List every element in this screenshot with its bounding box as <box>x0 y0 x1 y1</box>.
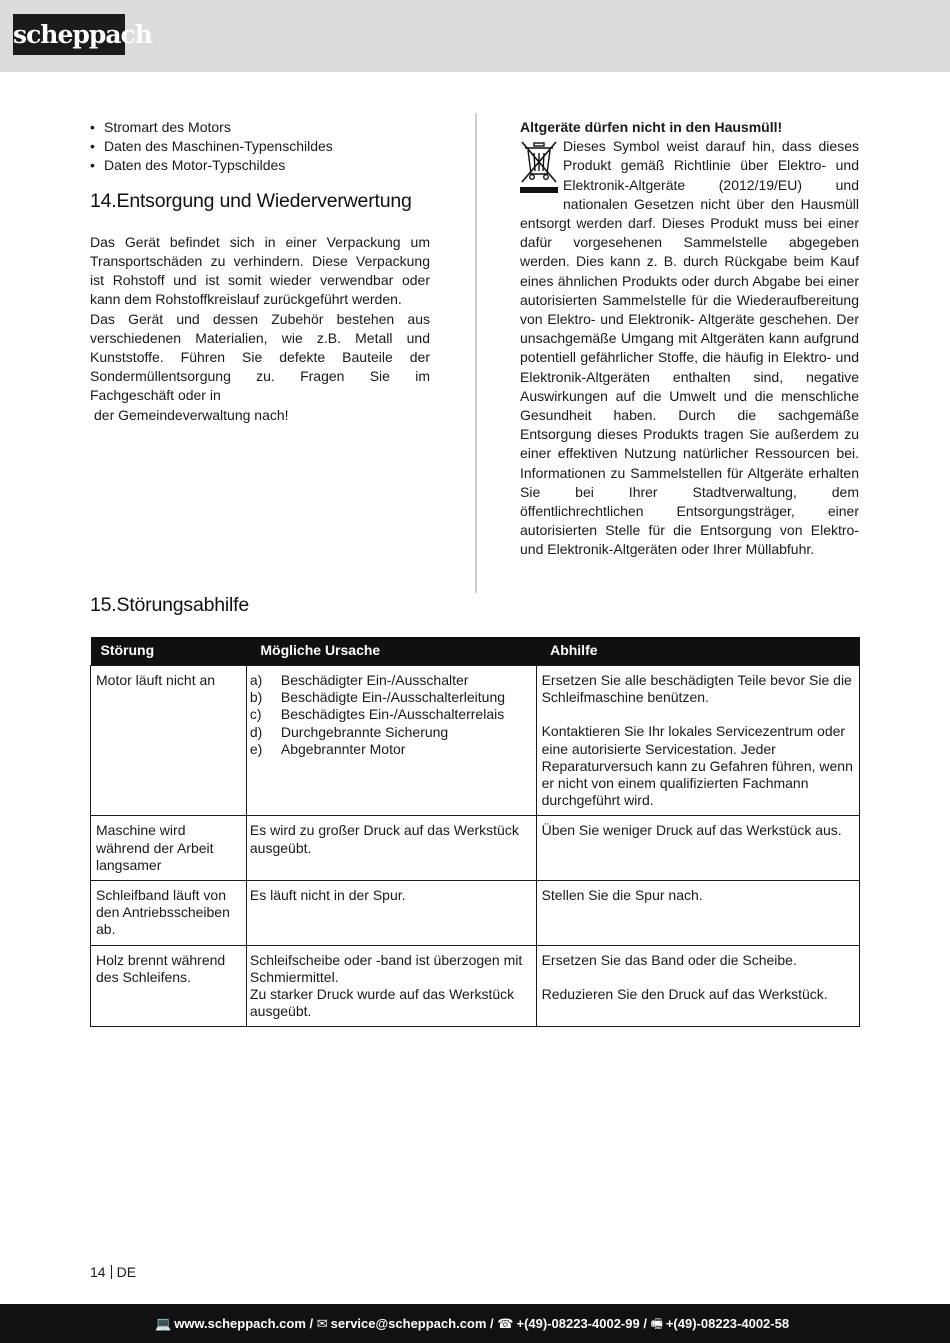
cause-letter: c) <box>249 706 262 723</box>
column-header: Abhilfe <box>536 637 859 666</box>
remedy-text: Ersetzen Sie das Band oder die Scheibe. <box>541 951 797 968</box>
cause-text: Beschädigte Ein-/Ausschalterleitung <box>280 689 506 706</box>
page-number-separator <box>111 1265 112 1279</box>
cause-list <box>250 672 531 758</box>
materials-paragraph: Das Gerät und dessen Zubehör bestehen aus verschiedenen Materialien, wie z.B. Metall und Kunststoffe. Führen Sie defekte Bauteile der Sondermüllentsorgung zu. Fragen Sie im Fachgeschäft oder in <box>90 310 430 404</box>
remedy-cell: Üben Sie weniger Druck auf das Werkstück aus. <box>536 816 859 881</box>
cause-cell: Es läuft nicht in der Spur. <box>246 881 536 946</box>
table-row <box>91 881 860 946</box>
bullet-item: • Daten des Maschinen-Typenschildes <box>90 137 430 156</box>
table-row <box>91 666 860 816</box>
phone-number: +(49)-08223-4002-99 / <box>516 1316 647 1331</box>
bullet-item: • Stromart des Motors <box>90 118 430 137</box>
section-14-heading <box>90 189 430 212</box>
cause-cell: Es wird zu großer Druck auf das Werkstück ausgeübt. <box>246 816 536 881</box>
cause-text: Beschädigtes Ein-/Ausschalterrelais <box>280 706 505 723</box>
contact-bar <box>0 1304 950 1343</box>
section-number: 15. <box>90 594 117 616</box>
column-header: Störung <box>91 637 247 666</box>
right-column <box>520 118 859 560</box>
table-header-row <box>91 637 860 666</box>
cause-text: Schleifscheibe oder -band ist überzogen mit Schmiermittel. <box>249 951 523 985</box>
fault-cell: Maschine wird während der Arbeit langsamer <box>91 816 247 881</box>
page-number <box>90 1264 136 1280</box>
email-link[interactable]: service@scheppach.com / <box>330 1316 494 1331</box>
crossed-out-wheelie-bin-icon <box>520 140 558 196</box>
column-header: Mögliche Ursache <box>246 637 536 666</box>
phone-icon: ☎ <box>497 1316 514 1331</box>
cause-text: Beschädigter Ein-/Ausschalter <box>280 672 469 688</box>
cause-text: Abgebrannter Motor <box>280 740 406 757</box>
section-title: Störungsabhilfe <box>116 594 250 616</box>
weee-paragraph: Dieses Symbol weist darauf hin, dass dieses Produkt gemäß Richtlinie über Elektro- und Elektronik-Altgeräte (2012/19/EU) und nationalen Gesetzen nicht über den Hausmüll entsorgt werden darf. Dieses Produkt muss bei einer dafür vorgesehenen Sammelstelle abgegeben werden. Dies kann z. B. durch Rückgabe beim Kauf eines ähnlichen Produkts oder durch Abgabe bei einer autorisierten Sammelstelle für die Wiederaufbereitung von Elektro- und Elektronik- Altgeräte geschehen. Der unsachgemäße Umgang mit Altgeräten kann aufgrund potentiell gefährlicher Stoffe, die häufig in Elektro- und Elektronik-Altgeräten enthalten sind, negative Auswirkungen auf die Umwelt und die menschliche Gesundheit haben. Durch die sachgemäße Entsorgung dieses Produkts tragen Sie außerdem zu einer effektiven Nutzung natürlicher Ressourcen bei. Informationen zu Sammelstellen für Altgeräte erhalten Sie bei Ihrer Stadtverwaltung, dem öffentlichrechtlichen Entsorgungsträger, einer autorisierten Stelle für die Entsorgung von Elektro- und Elektronik-Altgeräten oder Ihrer Müllabfuhr. <box>520 138 859 558</box>
page-number-value: 14 <box>90 1264 106 1280</box>
remedy-text: Reduzieren Sie den Druck auf das Werkstück. <box>541 985 828 1002</box>
remedy-text: Ersetzen Sie alle beschädigten Teile bevor Sie die Schleifmaschine benützen. <box>541 672 852 706</box>
fault-cell: Schleifband läuft von den Antriebsscheiben ab. <box>91 881 247 946</box>
remedy-cell: Stellen Sie die Spur nach. <box>536 881 859 946</box>
cause-cell <box>246 666 536 816</box>
website-link[interactable]: www.scheppach.com / <box>174 1316 314 1331</box>
remedy-text: Kontaktieren Sie Ihr lokales Servicezentrum oder eine autorisierte Servicestation. Jeder Reparaturversuch kann zu Gefahren führen, wenn er nicht von einem qualifizierten Fachmann durchgeführt wird. <box>541 723 853 809</box>
page-header <box>0 0 950 72</box>
packaging-paragraph: Das Gerät befindet sich in einer Verpackung um Transportschäden zu verhindern. Diese Verpackung ist Rohstoff und ist somit wieder verwendbar oder kann dem Rohstoffkreislauf zurückgeführt werden. <box>90 233 430 308</box>
fax-number: +(49)-08223-4002-58 <box>665 1316 790 1331</box>
info-bullet-list <box>90 118 430 176</box>
section-number: 14. <box>90 189 117 212</box>
scheppach-logo: scheppach <box>13 14 125 55</box>
cause-letter: d) <box>249 723 263 740</box>
table-row <box>91 945 860 1027</box>
cause-cell <box>246 945 536 1027</box>
column-divider <box>475 113 477 593</box>
cause-letter: a) <box>249 672 263 688</box>
weee-title: Altgeräte dürfen nicht in den Hausmüll! <box>520 119 783 135</box>
remedy-cell <box>536 666 859 816</box>
table-row <box>91 816 860 881</box>
cause-letter: e) <box>249 740 263 757</box>
fault-cell: Motor läuft nicht an <box>91 666 247 816</box>
language-code: DE <box>116 1264 137 1280</box>
left-column <box>90 118 430 425</box>
cause-text: Zu starker Druck wurde auf das Werkstück ausgeübt. <box>249 986 515 1020</box>
cause-text: Durchgebrannte Sicherung <box>280 723 449 740</box>
section-15-heading <box>90 594 249 617</box>
cause-letter: b) <box>249 689 263 706</box>
bullet-item: • Daten des Motor-Typschildes <box>90 156 430 175</box>
computer-icon: 💻 <box>155 1316 172 1331</box>
fault-cell: Holz brennt während des Schleifens. <box>91 945 247 1027</box>
materials-paragraph-end: der Gemeindeverwaltung nach! <box>94 406 289 423</box>
section-title: Entsorgung und Wiederverwertung <box>116 189 412 212</box>
remedy-cell <box>536 945 859 1027</box>
email-icon: ✉ <box>316 1316 328 1331</box>
fax-icon: 🖷 <box>650 1316 663 1331</box>
troubleshooting-table <box>90 637 860 1027</box>
